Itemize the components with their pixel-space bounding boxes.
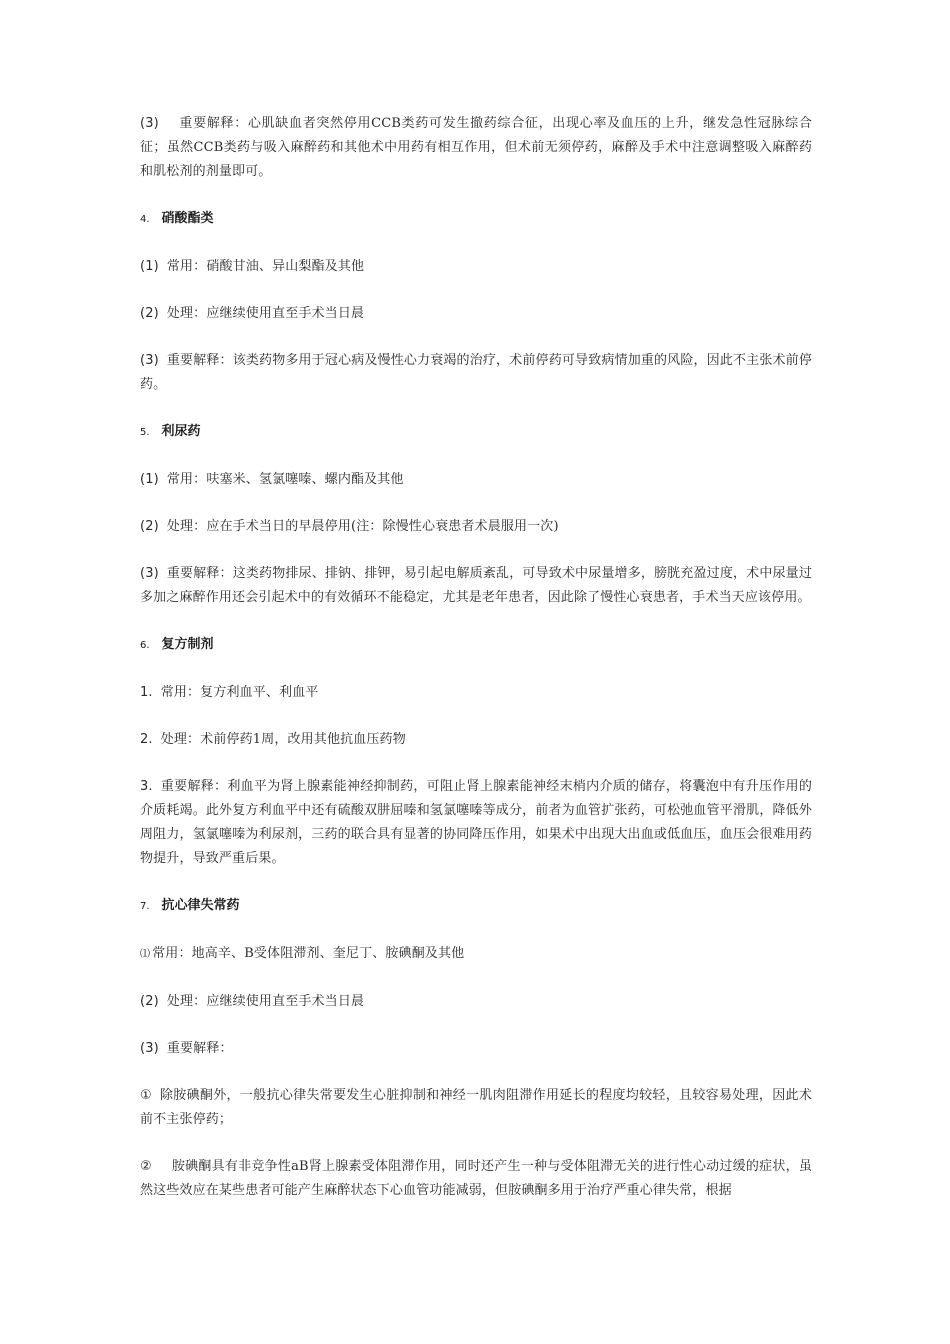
item-text: 处理：应继续使用直至手术当日晨 [166,994,365,1009]
list-item [140,562,812,610]
list-item [140,302,812,326]
item-number: (1) [140,472,159,487]
list-item [140,1037,812,1061]
item-number: (3) [140,353,159,368]
item-number: (2) [140,519,159,534]
list-item [140,990,812,1014]
item-number: 3. [140,779,153,794]
item-text: 常用：硝酸甘油、异山梨酯及其他 [166,259,365,274]
item-text: 处理：术前停药1周，改用其他抗血压药物 [160,732,406,747]
item-text: 除胺碘酮外，一般抗心律失常要发生心脏抑制和神经一肌肉阻滞作用延长的程度均较轻，且较容易处理，因此术前不主张停药； [140,1088,812,1127]
section-title: 硝酸酯类 [161,211,214,226]
item-text: 重要解释：该类药物多用于冠心病及慢性心力衰竭的治疗，术前停药可导致病情加重的风险，因此不主张术前停药。 [140,353,812,392]
item-text: 重要解释：利血平为肾上腺素能神经抑制药，可阻止肾上腺素能神经末梢内介质的储存，将囊泡中有升压作用的介质耗竭。此外复方利血平中还有硫酸双肼屈嗪和氢氯噻嗪等成分，前者为血管扩张药，可松弛血管平滑肌，降低外周阻力，氢氯噻嗪为利尿剂，三药的联合具有显著的协同降压作用，如果术中出现大出血或低血压，血压会很难用药物提升，导致严重后果。 [140,779,812,866]
item-number: (3) [140,116,159,131]
list-item [140,515,812,539]
section-title: 复方制剂 [161,637,214,652]
item-text: 胺碘酮具有非竞争性aB肾上腺素受体阻滞作用，同时还产生一种与受体阻滞无关的进行性心动过缓的症状，虽然这些效应在某些患者可能产生麻醉状态下心血管功能减弱，但胺碘酮多用于治疗严重心律失常，根据 [140,1159,812,1198]
list-item [140,255,812,279]
item-number: (2) [140,994,159,1009]
section-number: 5. [140,427,150,438]
section-heading-diuretics [140,420,812,445]
list-item [140,942,812,967]
section-number: 7. [140,901,150,912]
document-content [140,112,812,1226]
item-number: ⑴ [140,949,151,960]
paragraph-ccb-explanation [140,112,812,184]
list-item [140,349,812,397]
item-number: (3) [140,1041,159,1056]
item-number: 1. [140,685,153,700]
item-number: (3) [140,566,159,581]
item-text: 处理：应在手术当日的早晨停用(注：除慢性心衰患者术晨服用一次) [166,519,559,534]
section-number: 6. [140,640,150,651]
item-text: 常用：呋塞米、氢氯噻嗪、螺内酯及其他 [166,472,404,487]
item-text: 处理：应继续使用直至手术当日晨 [166,306,365,321]
list-item [140,1155,812,1203]
section-number: 4. [140,214,150,225]
section-heading-compound [140,633,812,658]
item-text: 重要解释： [166,1041,233,1056]
item-text: 重要解释：这类药物排尿、排钠、排钾，易引起电解质紊乱，可导致术中尿量增多，膀胱充盈过度，术中尿量过多加之麻醉作用还会引起术中的有效循环不能稳定，尤其是老年患者，因此除了慢性心衰患者，手术当天应该停用。 [140,566,812,605]
list-item [140,681,812,705]
item-text: 常用：复方利血平、利血平 [160,685,319,700]
item-number: ② [140,1159,152,1174]
item-number: 2. [140,732,153,747]
item-number: (1) [140,259,159,274]
item-text: 常用：地高辛、B受体阻滞剂、奎尼丁、胺碘酮及其他 [152,946,465,961]
item-number: ① [140,1088,152,1103]
item-number: (2) [140,306,159,321]
item-text: 重要解释：心肌缺血者突然停用CCB类药可发生撤药综合征，出现心率及血压的上升，继发急性冠脉综合征；虽然CCB类药与吸入麻醉药和其他术中用药有相互作用，但术前无须停药，麻醉及手术中注意调整吸入麻醉药和肌松剂的剂量即可。 [140,116,812,179]
section-title: 利尿药 [161,424,201,439]
section-heading-nitrates [140,207,812,232]
list-item [140,1084,812,1132]
section-title: 抗心律失常药 [161,898,240,913]
section-heading-antiarrhythmics [140,894,812,919]
list-item [140,775,812,871]
list-item [140,468,812,492]
list-item [140,728,812,752]
